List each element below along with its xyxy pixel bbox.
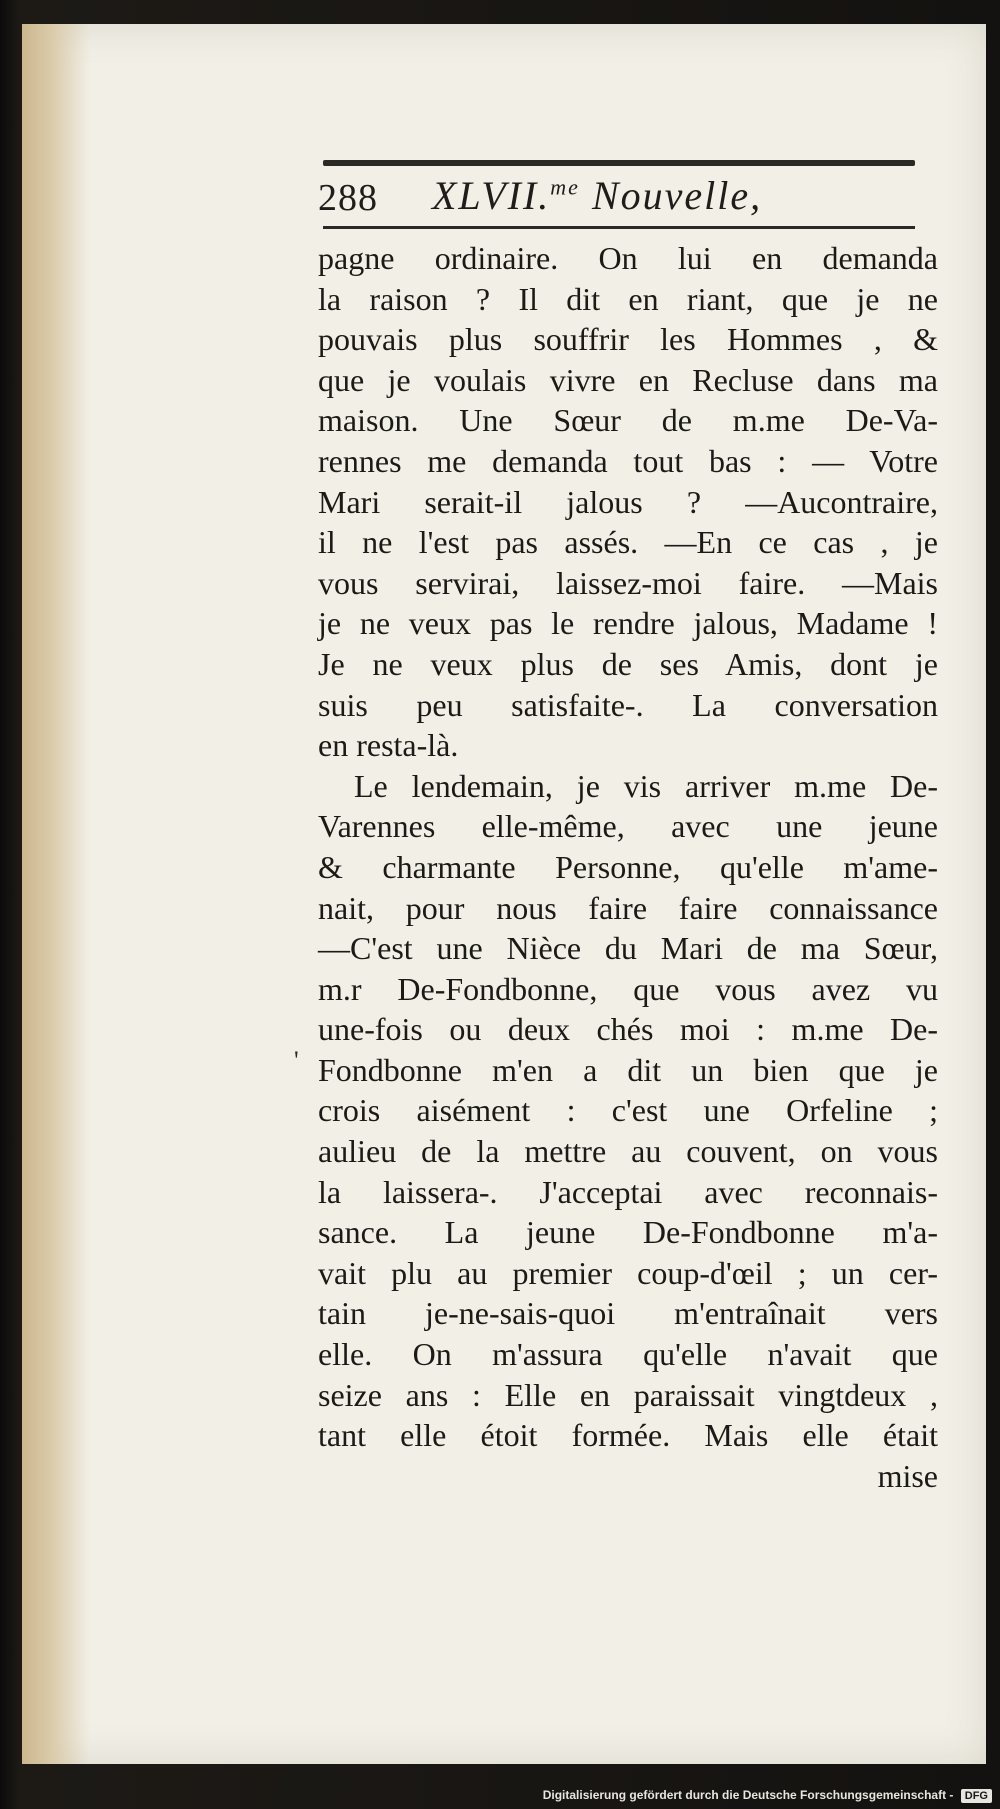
running-title	[432, 172, 762, 219]
paragraph-start-line: Le lendemain, je vis arriver m.me De-	[354, 767, 938, 804]
text-line: tain je-ne-sais-quoi m'entraînait vers	[318, 1295, 938, 1332]
dfg-logo: DFG	[961, 1789, 992, 1803]
text-line: m.r De-Fondbonne, que vous avez vu	[318, 970, 938, 1007]
text-line: pouvais plus souffrir les Hommes , &	[318, 321, 938, 358]
text-line: pagne ordinaire. On lui en demanda	[318, 240, 938, 276]
text-line: une-fois ou deux chés moi : m.me De-	[318, 1011, 938, 1048]
running-title-rest: Nouvelle,	[579, 173, 763, 218]
text-line: seize ans : Elle en paraissait vingtdeux ,	[318, 1376, 938, 1413]
text-line: crois aisément : c'est une Orfeline ;	[318, 1092, 938, 1129]
text-line: tant elle étoit formée. Mais elle était	[318, 1417, 938, 1454]
credit-text: Digitalisierung gefördert durch die Deutsche Forschungsgemeinschaft -	[542, 1788, 954, 1802]
text-line: il ne l'est pas assés. —En ce cas , je	[318, 524, 938, 561]
text-line: nait, pour nous faire faire connaissance	[318, 889, 938, 926]
text-line: que je voulais vivre en Recluse dans ma	[318, 361, 938, 398]
text-line: Varennes elle-même, avec une jeune	[318, 808, 938, 845]
text-line: vait plu au premier coup-d'œil ; un cer-	[318, 1254, 938, 1291]
text-line: rennes me demanda tout bas : — Votre	[318, 442, 938, 479]
page-number: 288	[318, 177, 378, 219]
running-title-superscript: me	[550, 174, 580, 200]
header-top-rule	[323, 160, 915, 166]
text-line: je ne veux pas le rendre jalous, Madame !	[318, 605, 938, 642]
text-line: aulieu de la mettre au couvent, on vous	[318, 1133, 938, 1170]
text-line: sance. La jeune De-Fondbonne m'a-	[318, 1214, 938, 1251]
text-line: Je ne veux plus de ses Amis, dont je	[318, 645, 938, 682]
page-header	[318, 172, 918, 224]
body-text	[318, 238, 938, 1496]
header-bottom-rule	[323, 226, 915, 229]
text-line: en resta-là.	[318, 727, 459, 764]
page-edge-shading	[22, 24, 90, 1764]
digitization-credit	[543, 1788, 992, 1803]
text-line: suis peu satisfaite-. La conversation	[318, 686, 938, 723]
text-line: & charmante Personne, qu'elle m'ame-	[318, 848, 938, 885]
running-title-main: XLVII.	[432, 173, 551, 218]
catchword: mise	[877, 1457, 938, 1494]
text-line: maison. Une Sœur de m.me De-Va-	[318, 402, 938, 439]
text-line: la laissera-. J'acceptai avec reconnais-	[318, 1173, 938, 1210]
text-line: —C'est une Nièce du Mari de ma Sœur,	[318, 930, 938, 967]
text-line: la raison ? Il dit en riant, que je ne	[318, 280, 938, 317]
margin-mark: '	[294, 1046, 299, 1075]
text-line: elle. On m'assura qu'elle n'avait que	[318, 1336, 938, 1373]
text-line: Fondbonne m'en a dit un bien que je	[318, 1051, 938, 1088]
text-line: Mari serait-il jalous ? —Aucontraire,	[318, 483, 938, 520]
text-line: vous servirai, laissez-moi faire. —Mais	[318, 564, 938, 601]
